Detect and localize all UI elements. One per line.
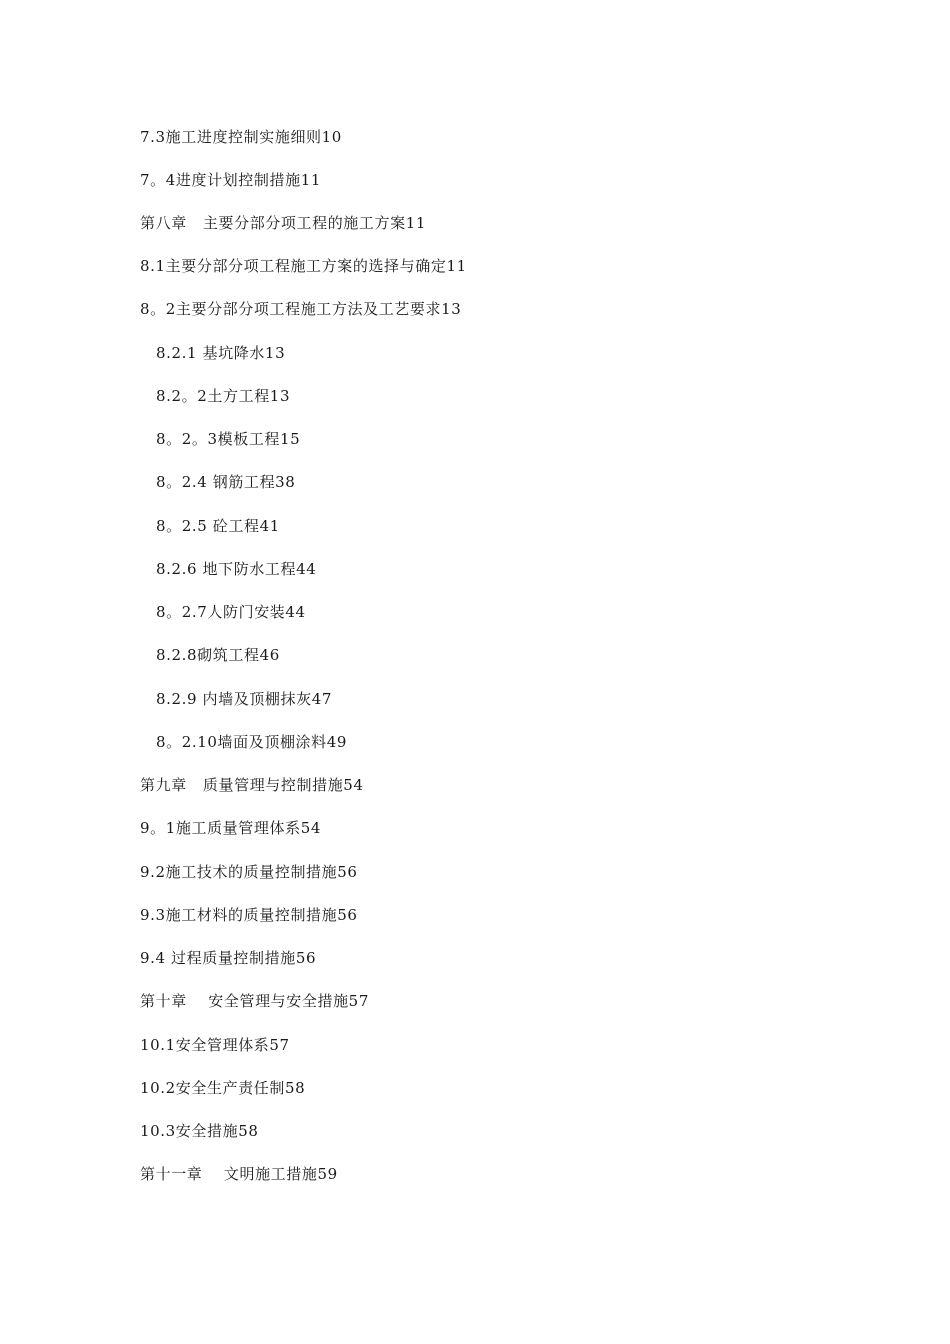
toc-entry-8-2: 8。2主要分部分项工程施工方法及工艺要求13 — [140, 300, 462, 318]
toc-entry-10-1: 10.1安全管理体系57 — [140, 1036, 290, 1054]
toc-chapter-8: 第八章 主要分部分项工程的施工方案11 — [140, 214, 426, 232]
toc-entry-8-2-10: 8。2.10墙面及顶棚涂料49 — [156, 733, 348, 751]
toc-entry-10-2: 10.2安全生产责任制58 — [140, 1079, 306, 1097]
toc-entry-8-2-6: 8.2.6 地下防水工程44 — [156, 560, 317, 578]
toc-entry-9-3: 9.3施工材料的质量控制措施56 — [140, 906, 358, 924]
toc-chapter-10: 第十章 安全管理与安全措施57 — [140, 992, 369, 1010]
toc-entry-7-3: 7.3施工进度控制实施细则10 — [140, 128, 342, 146]
toc-entry-8-2-9: 8.2.9 内墙及顶棚抹灰47 — [156, 690, 333, 708]
toc-entry-10-3: 10.3安全措施58 — [140, 1122, 259, 1140]
toc-entry-8-1: 8.1主要分部分项工程施工方案的选择与确定11 — [140, 257, 467, 275]
toc-chapter-11: 第十一章 文明施工措施59 — [140, 1165, 338, 1183]
toc-entry-7-4: 7。4进度计划控制措施11 — [140, 171, 321, 189]
toc-entry-8-2-4: 8。2.4 钢筋工程38 — [156, 473, 296, 491]
toc-entry-8-2-2: 8.2。2土方工程13 — [156, 387, 291, 405]
toc-entry-9-2: 9.2施工技术的质量控制措施56 — [140, 863, 358, 881]
toc-entry-9-4: 9.4 过程质量控制措施56 — [140, 949, 317, 967]
toc-entry-8-2-7: 8。2.7人防门安装44 — [156, 603, 306, 621]
toc-entry-9-1: 9。1施工质量管理体系54 — [140, 819, 321, 837]
toc-entry-8-2-3: 8。2。3模板工程15 — [156, 430, 301, 448]
toc-chapter-9: 第九章 质量管理与控制措施54 — [140, 776, 364, 794]
toc-entry-8-2-1: 8.2.1 基坑降水13 — [156, 344, 286, 362]
toc-entry-8-2-8: 8.2.8砌筑工程46 — [156, 646, 280, 664]
toc-entry-8-2-5: 8。2.5 砼工程41 — [156, 517, 280, 535]
